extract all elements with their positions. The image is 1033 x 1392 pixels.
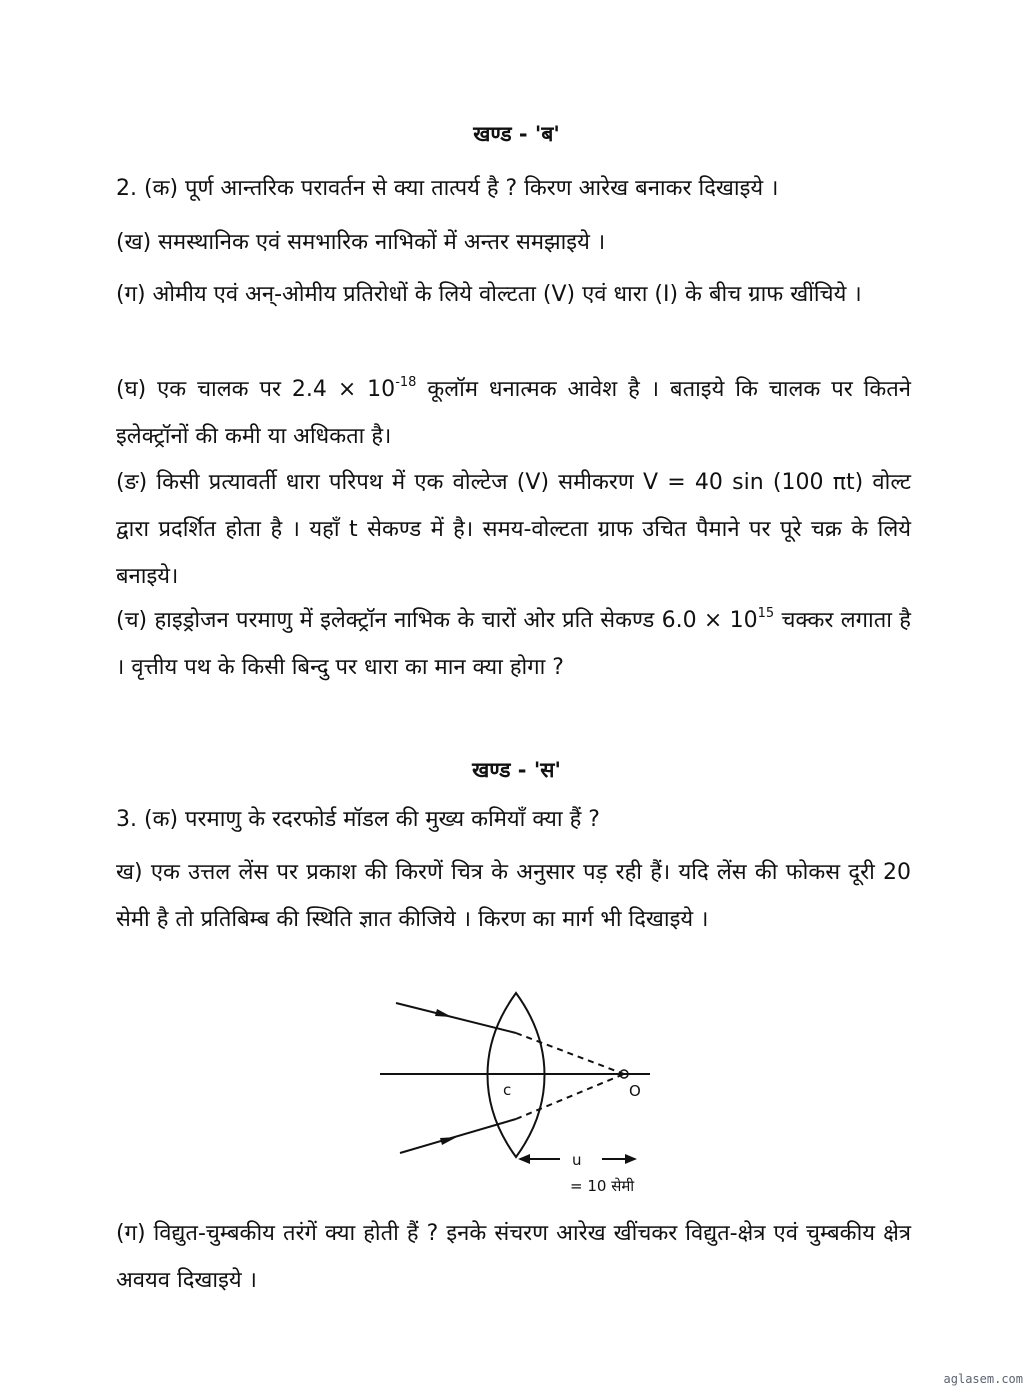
question-2-gha (116, 366, 911, 460)
question-2-cha-text-a: (च) हाइड्रोजन परमाणु में इलेक्ट्रॉन नाभिक के चारों ओर प्रति सेकण्ड 6.0 × 10 (116, 608, 758, 633)
incident-ray-top (396, 1003, 516, 1033)
dashed-extension-bottom (516, 1074, 624, 1119)
question-3-kha: ख) एक उत्तल लेंस पर प्रकाश की किरणें चित्र के अनुसार पड़ रही हैं। यदि लेंस की फोकस दूरी 20 सेमी है तो प्रतिबिम्ब की स्थिति ज्ञात कीजिये । किरण का मार्ग भी दिखाइये । (116, 860, 911, 932)
question-2-cha-text-b: चक्कर लगाता है । वृत्तीय पथ के किसी बिन्दु पर धारा का मान क्या होगा ? (116, 608, 911, 680)
section-b-heading: खण्ड - 'ब' (473, 122, 560, 146)
section-c-heading: खण्ड - 'स' (472, 758, 561, 782)
point-o-label: O (629, 1082, 641, 1100)
distance-arrow-left-head (518, 1154, 530, 1164)
distance-u-label: u (572, 1151, 582, 1169)
ray-top-arrowhead (435, 1009, 452, 1017)
ray-bottom-arrowhead (440, 1137, 457, 1145)
lens-center-label: c (503, 1081, 512, 1099)
question-2-ga: (ग) ओमीय एवं अन्-ओमीय प्रतिरोधों के लिये वोल्टता (V) एवं धारा (I) के बीच ग्राफ खींचिये । (116, 282, 862, 307)
question-3-ga: (ग) विद्युत-चुम्बकीय तरंगें क्या होती हैं ? इनके संचरण आरेख खींचकर विद्युत-क्षेत्र एवं चुम्बकीय क्षेत्र अवयव दिखाइये । (116, 1221, 911, 1293)
distance-value-label: = 10 सेमी (570, 1177, 635, 1195)
incident-ray-bottom (400, 1119, 516, 1153)
question-2-gha-exponent: -18 (395, 374, 417, 390)
question-2-gha-text-b: कूलॉम धनात्मक आवेश है । बताइये कि चालक पर कितने इलेक्ट्रॉनों की कमी या अधिकता है। (116, 377, 911, 449)
question-2-kha: (ख) समस्थानिक एवं समभारिक नाभिकों में अन्तर समझाइये । (116, 230, 606, 255)
question-2-gha-text-a: (घ) एक चालक पर 2.4 × 10 (116, 377, 396, 402)
question-2-cha (116, 597, 911, 691)
distance-arrow-right-head (625, 1154, 637, 1164)
question-2-cha-exponent: 15 (757, 605, 775, 621)
convex-lens-ray-diagram (370, 985, 670, 1200)
question-3-ka: 3. (क) परमाणु के रदरफोर्ड मॉडल की मुख्य कमियाँ क्या हैं ? (116, 807, 600, 832)
question-2-ka: 2. (क) पूर्ण आन्तरिक परावर्तन से क्या तात्पर्य है ? किरण आरेख बनाकर दिखाइये । (116, 176, 779, 201)
dashed-extension-top (516, 1033, 624, 1074)
question-2-nga: (ङ) किसी प्रत्यावर्ती धारा परिपथ में एक वोल्टेज (V) समीकरण V = 40 sin (100 πt) वोल्ट द्वारा प्रदर्शित होता है । यहाँ t सेकण्ड में है। समय-वोल्टता ग्राफ उचित पैमाने पर पूरे चक्र के लिये बनाइये। (116, 470, 911, 589)
watermark[interactable]: aglasem.com (943, 1372, 1023, 1386)
